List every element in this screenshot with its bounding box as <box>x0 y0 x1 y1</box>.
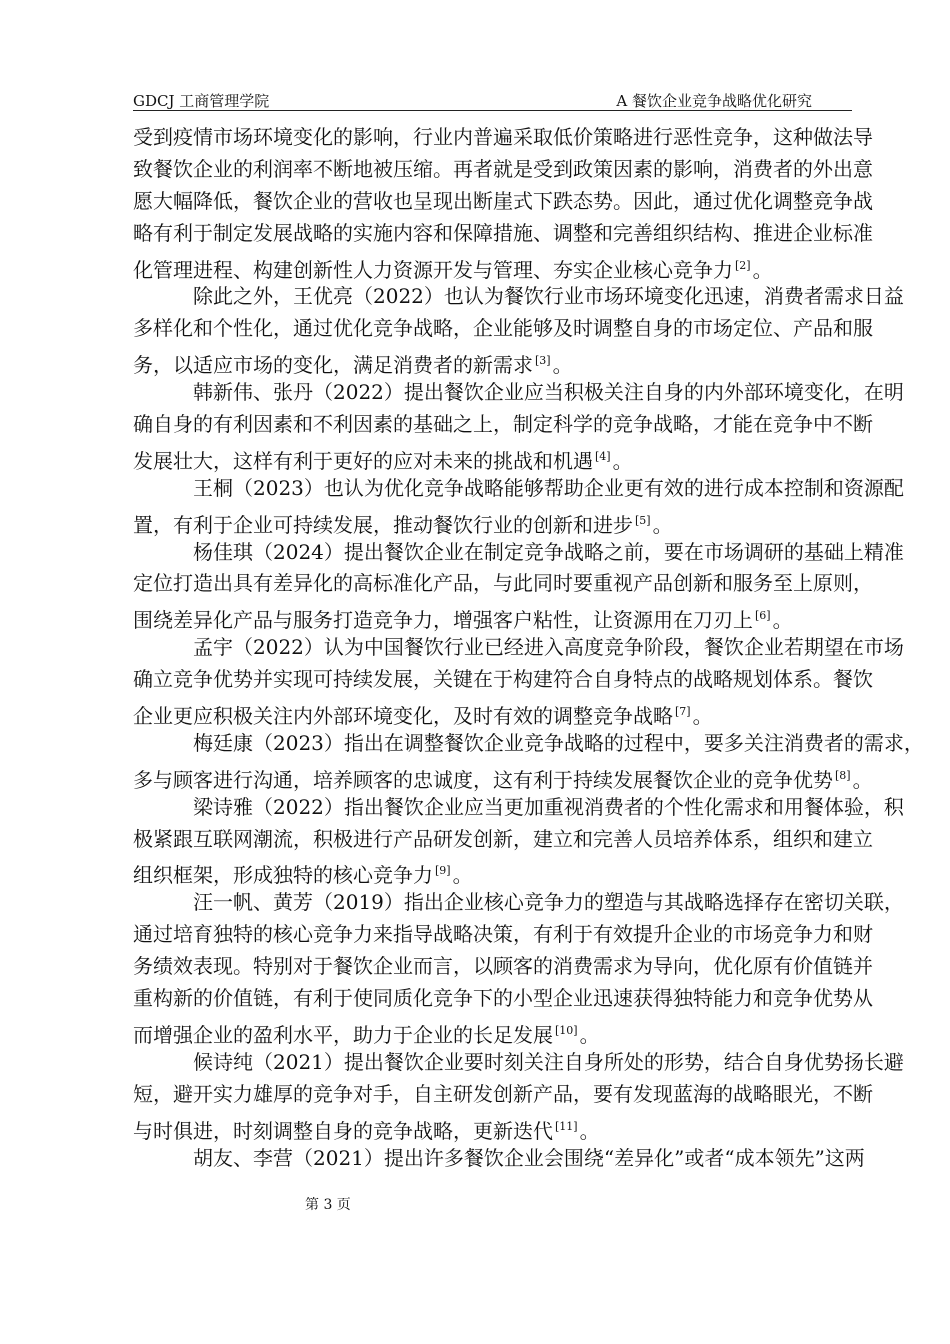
text-line <box>133 728 924 760</box>
line-text: 候诗纯（2021）提出餐饮企业要时刻关注自身所处的形势，结合自身优势扬长避 <box>193 1049 904 1074</box>
line-text: 王桐（2023）也认为优化竞争战略能够帮助企业更有效的进行成本控制和资源配 <box>193 475 904 500</box>
line-text: 梅廷康（2023）指出在调整餐饮企业竞争战略的过程中，要多关注消费者的需求， <box>193 730 924 755</box>
paragraph <box>133 728 924 792</box>
text-line <box>133 568 873 600</box>
paragraph <box>133 122 873 282</box>
text-line <box>133 122 873 154</box>
text-line <box>133 824 873 856</box>
paragraph <box>133 792 904 888</box>
line-text: 企业更应积极关注内外部环境变化，及时有效的调整竞争战略 <box>133 704 673 729</box>
sentence-end: 。 <box>579 1022 600 1047</box>
text-line <box>133 664 873 696</box>
line-text: 胡友、李营（2021）提出许多餐饮企业会围绕“差异化”或者“成本领先”这两 <box>193 1145 865 1170</box>
paragraph <box>133 377 904 473</box>
line-text: 发展壮大，这样有利于更好的应对未来的挑战和机遇 <box>133 448 593 473</box>
page-number: 第 3 页 <box>305 1197 351 1213</box>
sentence-end: 。 <box>579 1118 600 1143</box>
citation-ref: [8] <box>835 768 851 782</box>
paragraph <box>133 1047 904 1143</box>
text-line <box>133 632 904 664</box>
text-line <box>133 919 873 951</box>
line-text: 受到疫情市场环境变化的影响，行业内普遍采取低价策略进行恶性竞争，这种做法导 <box>133 125 873 149</box>
text-line <box>133 1047 904 1079</box>
line-text: 定位打造出具有差异化的高标准化产品，与此同时要重视产品创新和服务至上原则， <box>133 571 873 596</box>
citation-ref: [7] <box>675 705 691 719</box>
text-line <box>133 377 904 409</box>
text-line <box>133 537 904 569</box>
text-line <box>133 313 873 345</box>
sentence-end: 。 <box>772 608 793 633</box>
citation-ref: [9] <box>435 864 451 878</box>
document-body <box>133 122 924 1174</box>
text-line <box>133 887 904 919</box>
citation-ref: [5] <box>635 513 651 527</box>
line-text: 而增强企业的盈利水平，助力于企业的长足发展 <box>133 1022 553 1047</box>
sentence-end: 。 <box>752 257 773 282</box>
line-text: 多与顾客进行沟通，培养顾客的忠诚度，这有利于持续发展餐饮企业的竞争优势 <box>133 767 833 792</box>
sentence-end: 。 <box>452 863 473 888</box>
line-text: 梁诗雅（2022）指出餐饮企业应当更加重视消费者的个性化需求和用餐体验，积 <box>193 794 904 819</box>
line-text: 愿大幅降低，餐饮企业的营收也呈现出断崖式下跌态势。因此，通过优化调整竞争战 <box>133 188 873 213</box>
sentence-end: 。 <box>852 767 873 792</box>
text-line <box>133 792 904 824</box>
paragraph <box>133 632 904 729</box>
text-line <box>133 951 873 983</box>
line-text: 汪一帆、黄芳（2019）指出企业核心竞争力的塑造与其战略选择存在密切关联， <box>193 890 904 915</box>
line-text: 短，避开实力雄厚的竞争对手，自主研发创新产品，要有发现蓝海的战略眼光，不断 <box>133 1081 873 1106</box>
text-line <box>133 1111 852 1143</box>
text-line <box>133 473 904 505</box>
text-line <box>133 1143 865 1175</box>
text-line <box>133 441 852 473</box>
paragraph <box>133 473 904 537</box>
line-text: 杨佳琪（2024）提出餐饮企业在制定竞争战略之前，要在市场调研的基础上精准 <box>193 539 904 564</box>
paragraph <box>133 887 904 1047</box>
text-line <box>133 218 873 250</box>
page-header <box>133 88 852 111</box>
line-text: 围绕差异化产品与服务打造竞争力，增强客户粘性，让资源用在刀刃上 <box>133 608 753 633</box>
line-text: 通过培育独特的核心竞争力来指导战略决策，有利于有效提升企业的市场竞争力和财 <box>133 922 873 947</box>
line-text: 重构新的价值链，有利于使同质化竞争下的小型企业迅速获得独特能力和竞争优势从 <box>133 986 873 1011</box>
text-line <box>133 1015 852 1047</box>
text-line <box>133 505 852 537</box>
text-line <box>133 855 852 887</box>
paragraph <box>133 281 904 378</box>
line-text: 组织框架，形成独特的核心竞争力 <box>133 863 433 888</box>
sentence-end: 。 <box>612 448 633 473</box>
line-text: 确自身的有利因素和不利因素的基础之上，制定科学的竞争战略，才能在竞争中不断 <box>133 412 873 437</box>
text-line <box>133 281 904 313</box>
line-text: 务，以适应市场的变化，满足消费者的新需求 <box>133 353 533 378</box>
citation-ref: [11] <box>555 1119 578 1133</box>
paragraph <box>133 537 904 633</box>
line-text: 与时俱进，时刻调整自身的竞争战略，更新迭代 <box>133 1118 553 1143</box>
sentence-end: 。 <box>552 353 573 378</box>
citation-ref: [4] <box>595 449 611 463</box>
text-line <box>133 600 852 632</box>
citation-ref: [3] <box>535 354 551 368</box>
line-text: 孟宇（2022）认为中国餐饮行业已经进入高度竞争阶段，餐饮企业若期望在市场 <box>193 635 904 660</box>
citation-ref: [10] <box>555 1023 578 1037</box>
line-text: 略有利于制定发展战略的实施内容和保障措施、调整和完善组织结构、推进企业标准 <box>133 220 873 245</box>
line-text: 多样化和个性化，通过优化竞争战略，企业能够及时调整自身的市场定位、产品和服 <box>133 316 873 341</box>
paragraph <box>133 1143 865 1175</box>
citation-ref: [2] <box>735 258 751 272</box>
citation-ref: [6] <box>755 609 771 623</box>
line-text: 致餐饮企业的利润率不断地被压缩。再者就是受到政策因素的影响，消费者的外出意 <box>133 156 873 181</box>
text-line <box>133 250 852 282</box>
text-line <box>133 409 873 441</box>
text-line <box>133 186 873 218</box>
line-text: 化管理进程、构建创新性人力资源开发与管理、夯实企业核心竞争力 <box>133 257 733 282</box>
text-line <box>133 345 852 377</box>
header-title: A 餐饮企业竞争战略优化研究 <box>616 92 812 110</box>
line-text: 极紧跟互联网潮流，积极进行产品研发创新，建立和完善人员培养体系，组织和建立 <box>133 826 873 851</box>
text-line <box>133 1079 873 1111</box>
line-text: 韩新伟、张丹（2022）提出餐饮企业应当积极关注自身的内外部环境变化，在明 <box>193 380 904 405</box>
sentence-end: 。 <box>692 704 713 729</box>
line-text: 确立竞争优势并实现可持续发展，关键在于构建符合自身特点的战略规划体系。餐饮 <box>133 667 873 692</box>
line-text: 除此之外，王优亮（2022）也认为餐饮行业市场环境变化迅速，消费者需求日益 <box>193 284 904 309</box>
text-line <box>133 760 873 792</box>
header-school: GDCJ 工商管理学院 <box>133 92 270 110</box>
text-line <box>133 696 852 728</box>
text-line <box>133 983 873 1015</box>
sentence-end: 。 <box>652 512 673 537</box>
line-text: 务绩效表现。特别对于餐饮企业而言，以顾客的消费需求为导向，优化原有价值链并 <box>133 954 873 979</box>
text-line <box>133 154 873 186</box>
line-text: 置，有利于企业可持续发展，推动餐饮行业的创新和进步 <box>133 512 633 537</box>
